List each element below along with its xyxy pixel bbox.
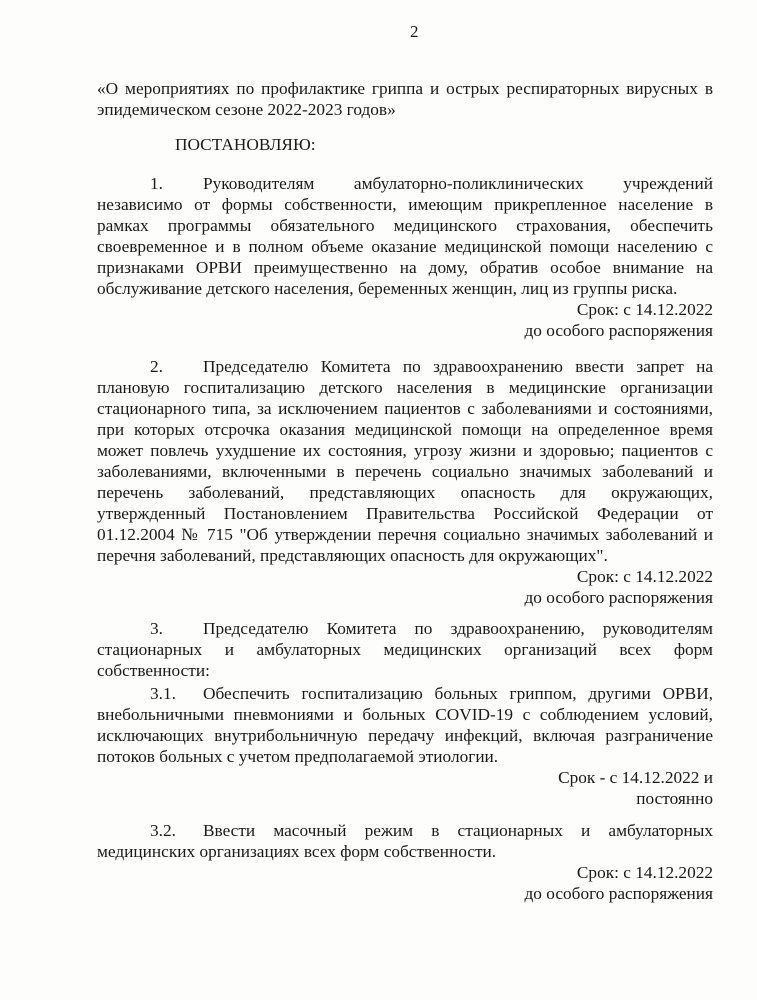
item-text: Председателю Комитета по здравоохранению, руководителям — [203, 619, 713, 638]
item-number: 3. — [150, 619, 163, 638]
paragraph-line: при которых отсрочка оказания медицинской помощи на определенное время — [97, 420, 713, 439]
item-number: 3.1. — [150, 684, 176, 703]
section-3 — [97, 618, 713, 681]
paragraph-line: перечень заболеваний, представляющих опасность для окружающих, — [97, 483, 713, 502]
section-4 — [97, 683, 713, 809]
deadline-line: до особого распоряжения — [524, 884, 713, 903]
paragraph-line: заболеваниями, включенными в перечень социально значимых заболеваний и — [97, 462, 713, 481]
section-1 — [97, 173, 713, 341]
paragraph-line: стационарных и амбулаторных медицинских организаций всех форм — [97, 640, 713, 659]
paragraph-line — [97, 683, 713, 704]
section-2 — [97, 356, 713, 608]
paragraph-line: собственности: — [97, 661, 210, 680]
item-text: Обеспечить госпитализацию больных гриппом, другими ОРВИ, — [203, 684, 713, 703]
document-title — [97, 78, 713, 120]
paragraph-line: внебольничными пневмониями и больных COVID-19 с соблюдением условий, — [97, 705, 713, 724]
paragraph-line: плановую госпитализацию детского населения в медицинские организации — [97, 378, 713, 397]
title-line: «О мероприятиях по профилактике гриппа и острых респираторных вирусных в — [97, 79, 713, 98]
section-5 — [97, 820, 713, 904]
deadline-line: Срок: с 14.12.2022 — [576, 863, 713, 882]
paragraph-line: медицинских организациях всех форм собственности. — [97, 842, 497, 861]
item-text: Руководителям амбулаторно-поликлинических учреждений — [203, 174, 713, 193]
item-number: 3.2. — [150, 821, 176, 840]
page-number: 2 — [410, 22, 419, 41]
deadline-line: постоянно — [636, 789, 713, 808]
paragraph-line — [97, 820, 713, 841]
paragraph-line: признаками ОРВИ преимущественно на дому, обратив особое внимание на — [97, 258, 713, 277]
paragraph-line: стационарного типа, за исключением пациентов с заболеваниями и состояниями, — [97, 399, 713, 418]
paragraph-line: исключающих внутрибольничную передачу инфекций, включая разграничение — [97, 726, 713, 745]
decree-heading: ПОСТАНОВЛЯЮ: — [175, 135, 316, 154]
paragraph-line — [97, 173, 713, 194]
deadline-line: Срок: с 14.12.2022 — [576, 300, 713, 319]
item-text: Ввести масочный режим в стационарных и амбулаторных — [203, 821, 713, 840]
item-number: 1. — [150, 174, 163, 193]
paragraph-line: может повлечь ухудшение их состояния, угрозу жизни и здоровью; пациентов с — [97, 441, 713, 460]
paragraph-line — [97, 618, 713, 639]
paragraph-line: рамках программы обязательного медицинского страхования, обеспечить — [97, 216, 713, 235]
paragraph-line — [97, 356, 713, 377]
paragraph-line: перечня заболеваний, представляющих опасность для окружающих". — [97, 546, 608, 565]
paragraph-line: обслуживание детского населения, беременных женщин, лиц из группы риска. — [97, 279, 678, 298]
item-text: Председателю Комитета по здравоохранению ввести запрет на — [203, 357, 713, 376]
deadline-line: до особого распоряжения — [524, 588, 713, 607]
paragraph-line: своевременное и в полном объеме оказание медицинской помощи населению с — [97, 237, 713, 256]
paragraph-line: потоков больных с учетом предполагаемой этиологии. — [97, 747, 499, 766]
title-line: эпидемическом сезоне 2022-2023 годов» — [97, 100, 396, 119]
paragraph-line: независимо от формы собственности, имеющим прикрепленное население в — [97, 195, 713, 214]
deadline-line: Срок - с 14.12.2022 и — [558, 768, 713, 787]
deadline-line: Срок: с 14.12.2022 — [576, 567, 713, 586]
paragraph-line: утвержденный Постановлением Правительства Российской Федерации от — [97, 504, 713, 523]
deadline-line: до особого распоряжения — [524, 321, 713, 340]
paragraph-line: 01.12.2004 № 715 "Об утверждении перечня социально значимых заболеваний и — [97, 525, 713, 544]
item-number: 2. — [150, 357, 163, 376]
